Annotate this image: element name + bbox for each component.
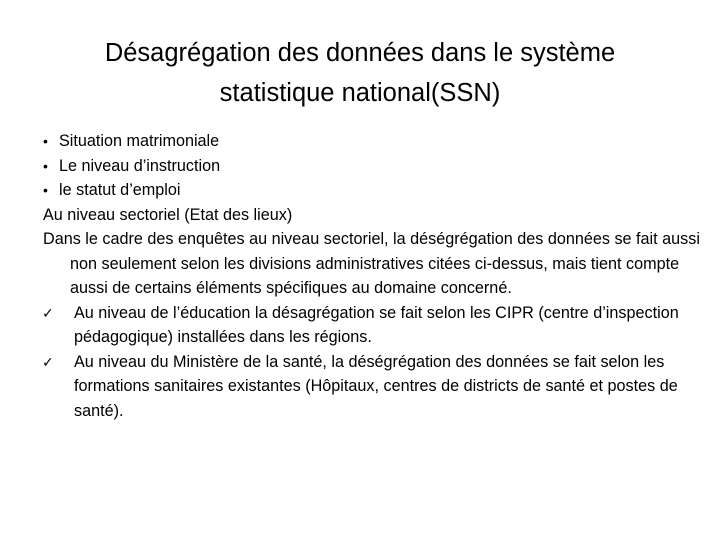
check-text-health: Au niveau du Ministère de la santé, la déségrégation des données se fait selon les formations sanitaires existantes (Hôpitaux, centres de districts de santé et postes de santé). xyxy=(74,352,678,420)
bullet-text-education-level: Le niveau d’instruction xyxy=(59,156,221,175)
bullet-dot-icon: • xyxy=(43,182,48,198)
slide-title xyxy=(40,33,680,113)
slide-title-line-1: Désagrégation des données dans le système xyxy=(104,39,616,67)
bullet-dot-icon: • xyxy=(43,133,48,149)
survey-paragraph: Dans le cadre des enquêtes au niveau sectoriel, la déségrégation des données se fait aussi non seulement selon les divisions administratives citées ci-dessus, mais tient compte aussi de certains éléments spécifiques au domaine concerné. xyxy=(43,230,700,297)
slide-body xyxy=(42,129,700,423)
slide-title-line-2: statistique national(SSN) xyxy=(219,79,501,107)
bullet-item xyxy=(43,178,683,203)
bullet-dot-icon: • xyxy=(43,157,48,174)
check-text-education: Au niveau de l’éducation la désagrégation se fait selon les CIPR (centre d’inspection pédagogique) installées dans les régions. xyxy=(74,303,679,346)
bullet-item xyxy=(43,129,683,154)
bullet-text-employment-status: le statut d’emploi xyxy=(59,181,181,199)
bullet-text-marital-status: Situation matrimoniale xyxy=(59,132,220,150)
checkmark-icon: ✓ xyxy=(42,304,54,321)
check-item-health xyxy=(42,350,679,424)
bullet-item xyxy=(43,154,683,179)
check-item-education xyxy=(42,301,679,350)
checkmark-icon: ✓ xyxy=(42,353,54,370)
sector-heading: Au niveau sectoriel (Etat des lieux) xyxy=(43,205,293,224)
